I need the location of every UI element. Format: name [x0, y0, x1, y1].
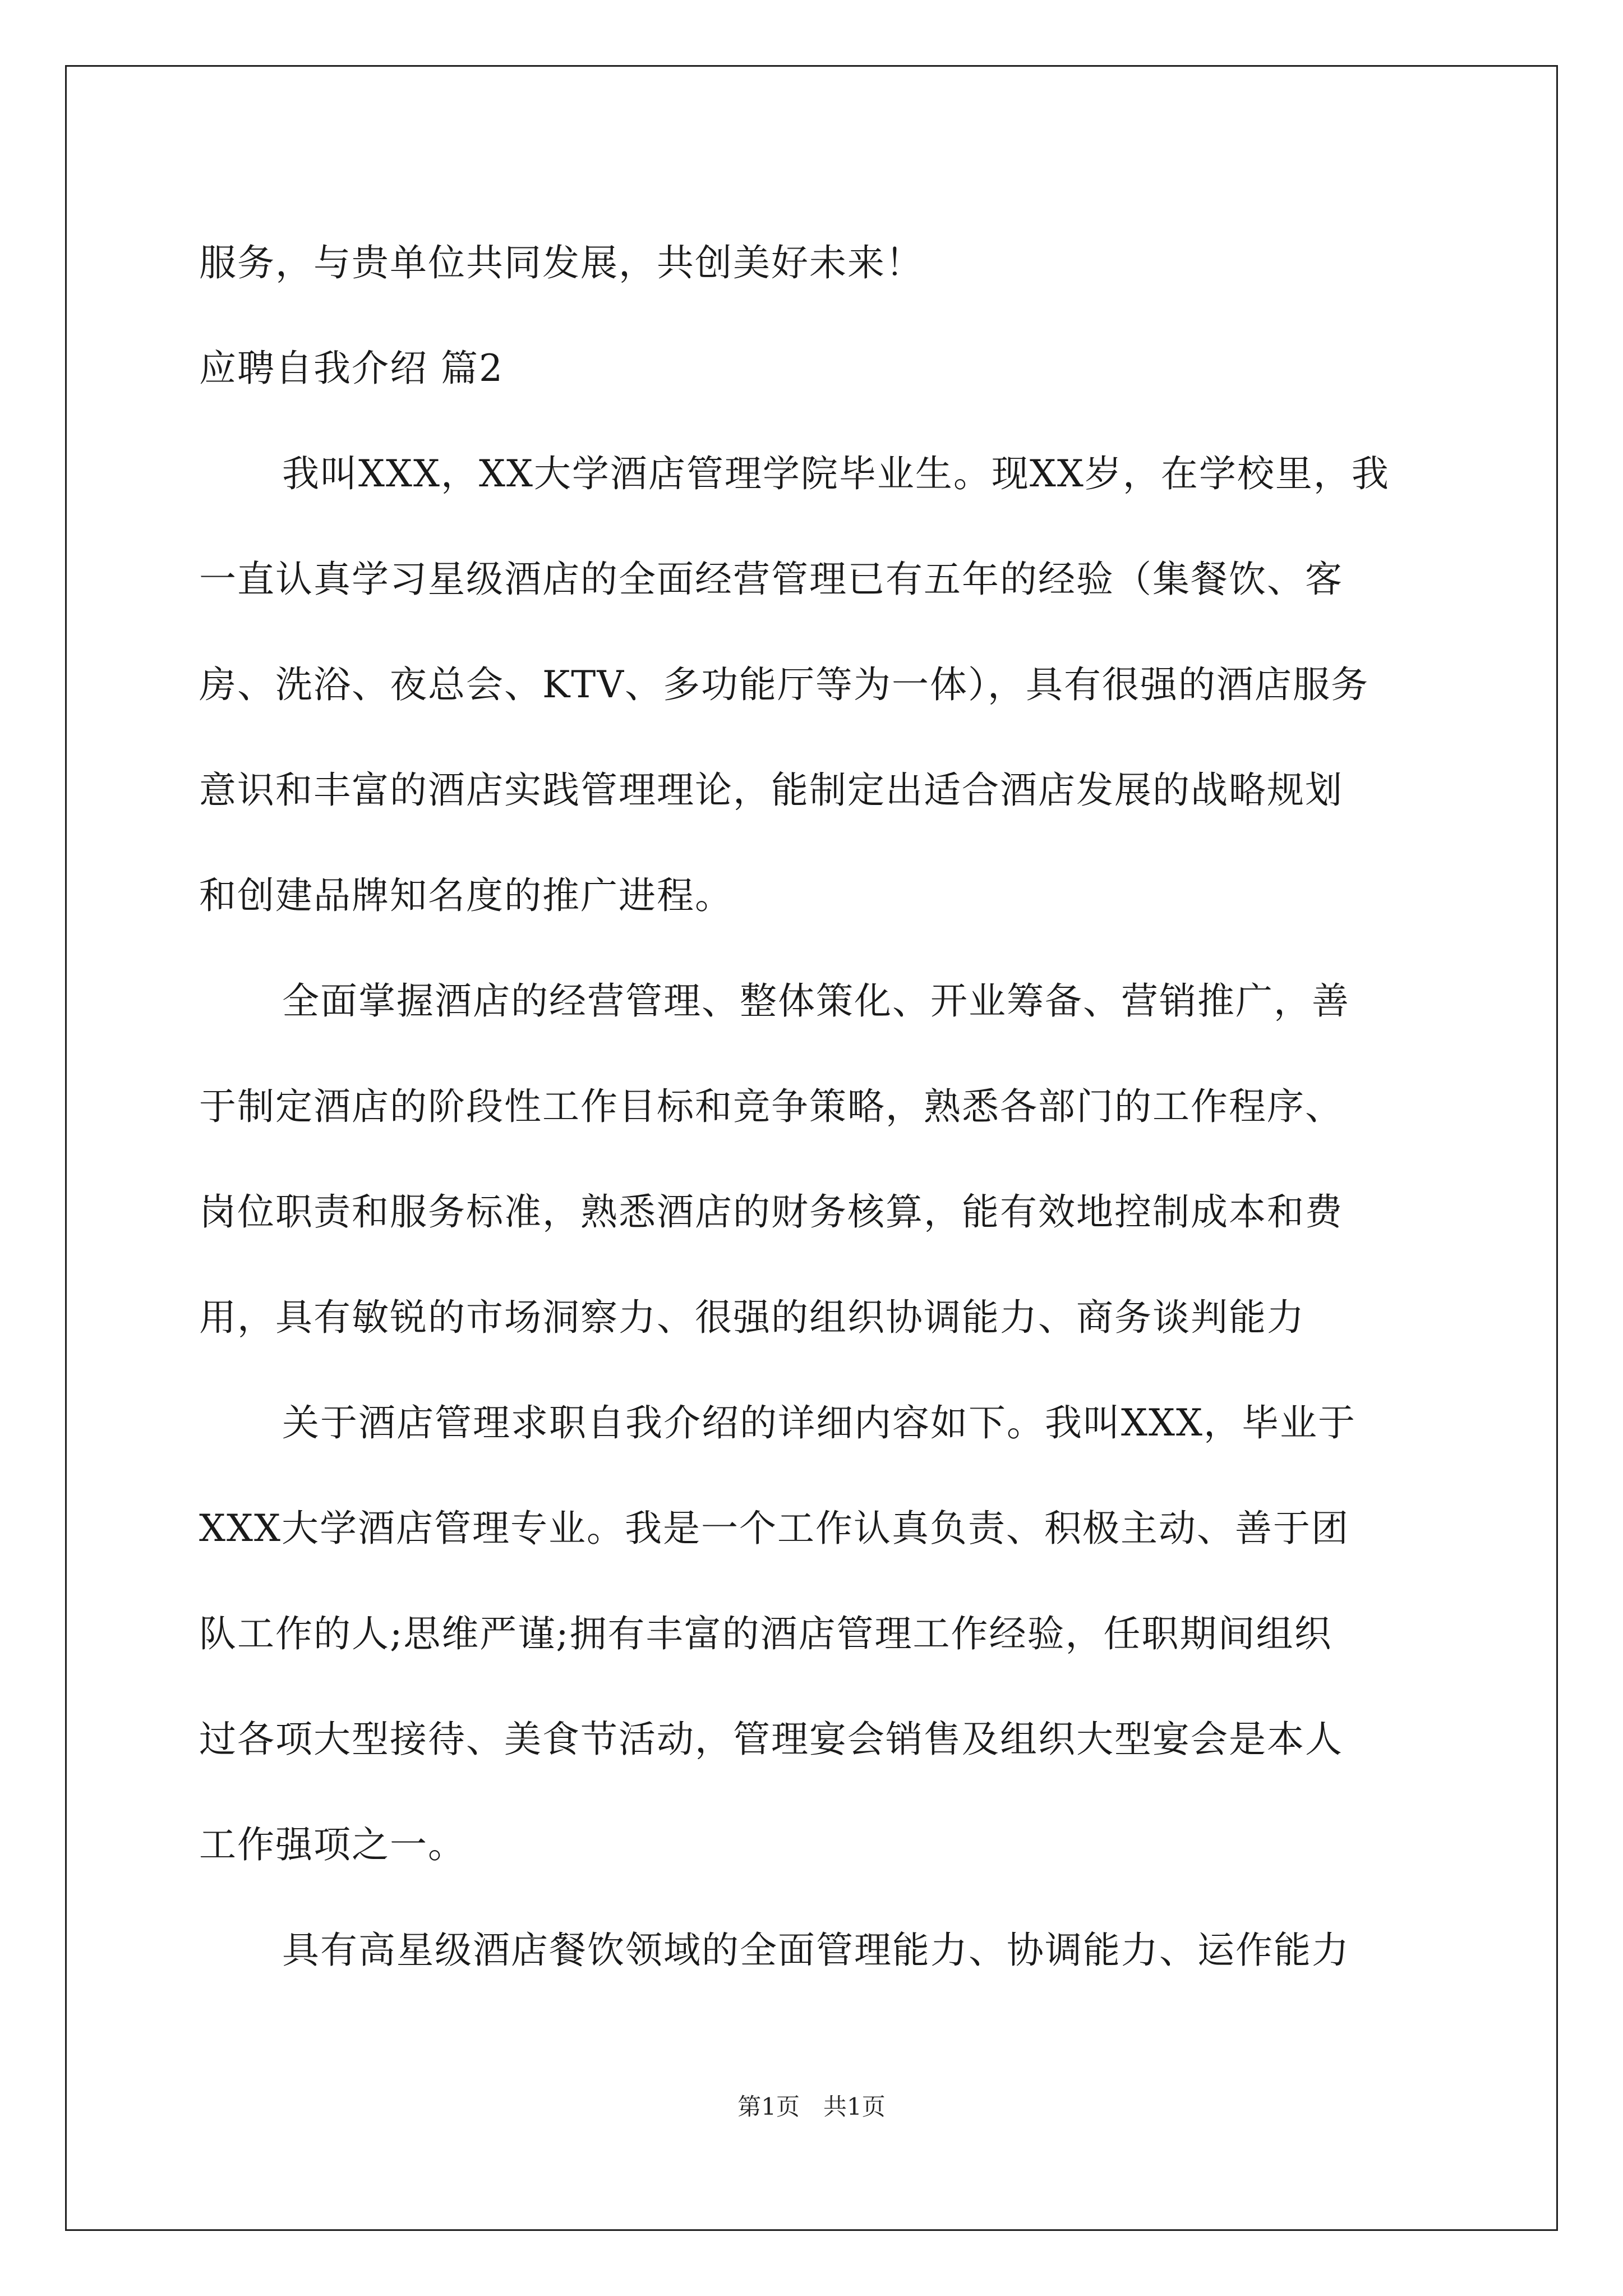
- page-footer: 第1页 共1页: [737, 2093, 886, 2120]
- body-line: 服务，与贵单位共同发展，共创美好未来！: [199, 241, 924, 284]
- paragraph-start-line: 关于酒店管理求职自我介绍的详细内容如下。我叫XXX，毕业于: [282, 1401, 1356, 1444]
- body-line: 队工作的人;思维严谨;拥有丰富的酒店管理工作经验，任职期间组织: [199, 1612, 1332, 1655]
- body-line: XXX大学酒店管理专业。我是一个工作认真负责、积极主动、善于团: [199, 1507, 1349, 1550]
- body-line: 工作强项之一。: [199, 1823, 466, 1866]
- section-heading: 应聘自我介绍 篇2: [199, 347, 504, 390]
- document-body: [199, 210, 1427, 2003]
- body-line: 一直认真学习星级酒店的全面经营管理已有五年的经验（集餐饮、客: [199, 558, 1343, 601]
- body-line: 过各项大型接待、美食节活动，管理宴会销售及组织大型宴会是本人: [199, 1718, 1343, 1761]
- paragraph-start-line: 具有高星级酒店餐饮领域的全面管理能力、协调能力、运作能力: [282, 1929, 1350, 1972]
- body-line: 用，具有敏锐的市场洞察力、很强的组织协调能力、商务谈判能力: [199, 1296, 1305, 1339]
- body-line: 岗位职责和服务标准，熟悉酒店的财务核算，能有效地控制成本和费: [199, 1190, 1343, 1234]
- body-line: 于制定酒店的阶段性工作目标和竞争策略，熟悉各部门的工作程序、: [199, 1085, 1343, 1128]
- body-line: 意识和丰富的酒店实践管理理论，能制定出适合酒店发展的战略规划: [199, 769, 1343, 812]
- paragraph-start-line: 全面掌握酒店的经营管理、整体策化、开业筹备、营销推广，善: [282, 979, 1350, 1023]
- paragraph-start-line: 我叫XXX，XX大学酒店管理学院毕业生。现XX岁，在学校里，我: [282, 452, 1390, 495]
- body-line: 和创建品牌知名度的推广进程。: [199, 874, 733, 917]
- body-line: 房、洗浴、夜总会、KTV、多功能厅等为一体），具有很强的酒店服务: [199, 663, 1369, 706]
